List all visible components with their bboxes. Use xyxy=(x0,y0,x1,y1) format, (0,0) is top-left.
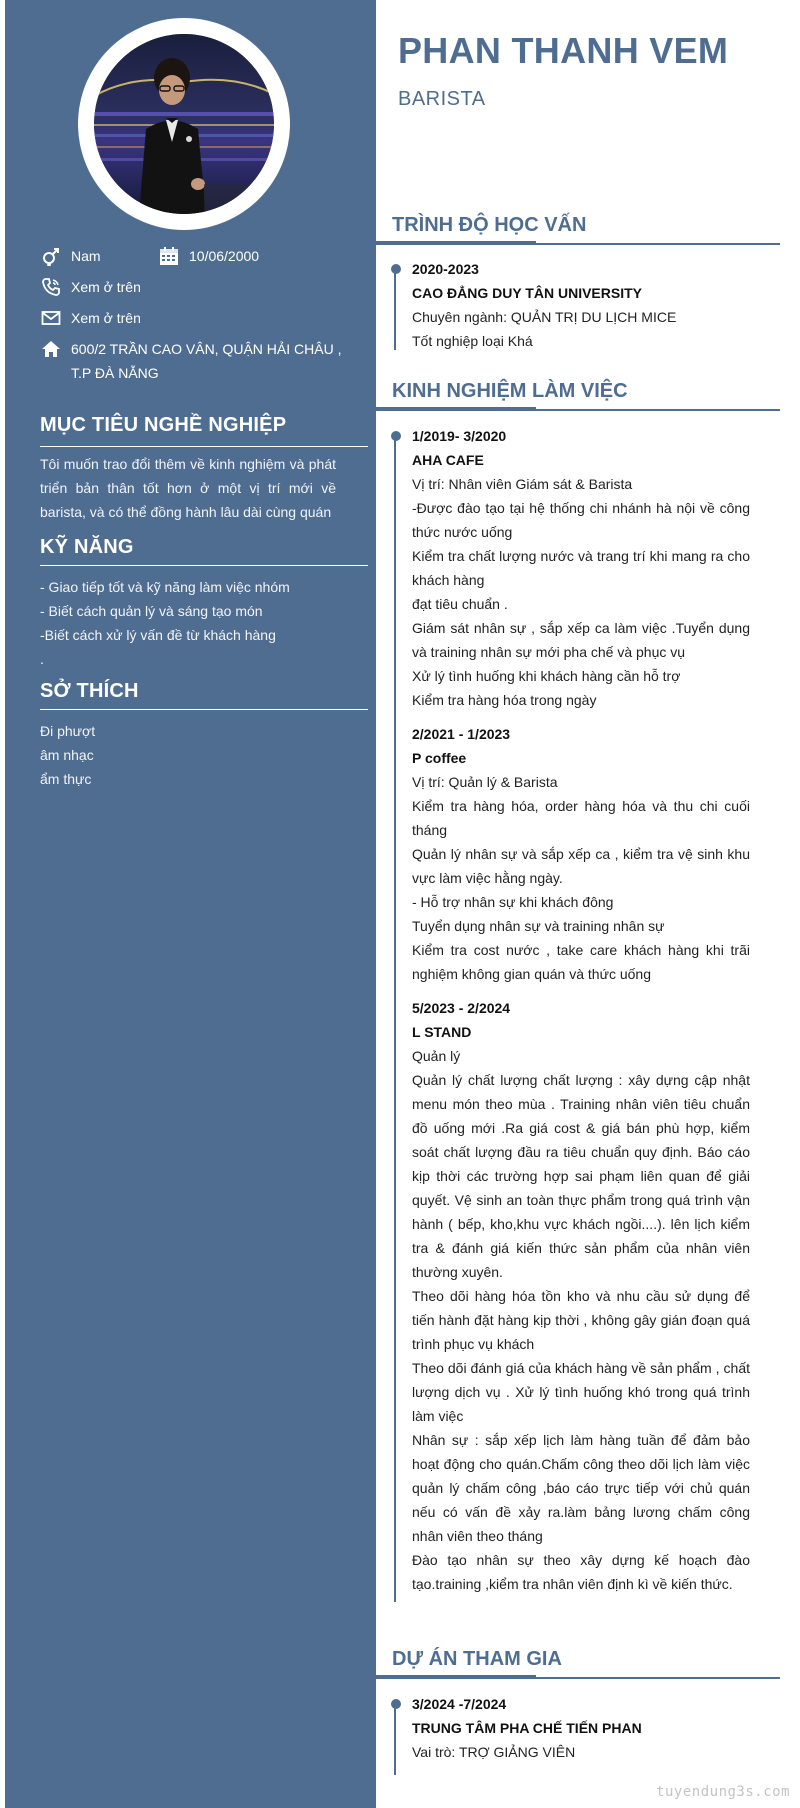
objective-heading: MỤC TIÊU NGHỀ NGHIỆP xyxy=(40,414,287,436)
job-line: Giám sát nhân sự , sắp xếp ca làm việc .Tuyển dụng và training nhân sự mới pha chế và phục vụ xyxy=(412,620,750,660)
sidebar-edge xyxy=(0,0,5,1808)
job-line: Kiểm tra hàng hóa trong ngày xyxy=(412,692,597,708)
birthday-value: 10/06/2000 xyxy=(189,248,260,264)
candidate-name: PHAN THANH VEM xyxy=(398,30,729,71)
education-heading xyxy=(376,214,780,245)
hobbies-list xyxy=(40,719,336,791)
phone-icon xyxy=(40,276,62,298)
education-heading-text: TRÌNH ĐỘ HỌC VẤN xyxy=(392,214,587,236)
job-line: Vị trí: Quản lý & Barista xyxy=(412,774,558,790)
project-role: Vai trò: TRỢ GIẢNG VIÊN xyxy=(412,1744,576,1760)
job-line: -Được đào tạo tại hệ thống chi nhánh hà nội về công thức nước uống xyxy=(412,500,750,540)
timeline-dot xyxy=(391,1699,401,1709)
job-period: 1/2019- 3/2020 xyxy=(412,428,507,444)
education-school: CAO ĐẲNG DUY TÂN UNIVERSITY xyxy=(412,285,642,301)
job-line: Đào tạo nhân sự theo xây dựng kế hoạch đào tạo.training ,kiểm tra nhân viên định kì về kiến thức. xyxy=(412,1552,750,1592)
education-major: Chuyên ngành: QUẢN TRỊ DU LỊCH MICE xyxy=(412,309,677,325)
skills-heading: KỸ NĂNG xyxy=(40,536,368,566)
gender-value: Nam xyxy=(71,248,101,264)
heading-accent xyxy=(376,1675,536,1679)
heading-accent xyxy=(376,241,536,245)
avatar-frame xyxy=(78,18,290,230)
job-entry-2 xyxy=(412,722,750,986)
job-line: - Hỗ trợ nhân sự khi khách đông xyxy=(412,894,614,910)
objective-divider xyxy=(40,446,368,447)
hobby-item: ẩm thực xyxy=(40,771,92,787)
skills-list xyxy=(40,575,336,671)
calendar-icon xyxy=(158,245,180,267)
education-period: 2020-2023 xyxy=(412,261,479,277)
job-line: Kiểm tra chất lượng nước và trang trí khi mang ra cho khách hàng xyxy=(412,548,750,588)
education-grade: Tốt nghiệp loại Khá xyxy=(412,333,533,349)
job-line: Nhân sự : sắp xếp lịch làm hàng tuần để đảm bảo hoạt động cho quán.Chấm công theo dõi lịch làm việc quản lý chấm công ,báo cáo trực tiếp với chủ quán nếu có vấn đề xảy ra.làm bảng lương chấm công nhân viên theo tháng xyxy=(412,1432,750,1544)
job-line: đạt tiêu chuẩn . xyxy=(412,596,508,612)
skill-item: . xyxy=(40,651,44,667)
timeline-dot xyxy=(391,431,401,441)
job-company: AHA CAFE xyxy=(412,452,484,468)
job-line: Kiểm tra cost nước , take care khách hàng khi trãi nghiệm không gian quán và thức uống xyxy=(412,942,750,982)
hobby-item: âm nhạc xyxy=(40,747,94,763)
timeline-dot xyxy=(391,264,401,274)
job-company: L STAND xyxy=(412,1024,472,1040)
avatar-photo xyxy=(94,34,274,214)
candidate-title: BARISTA xyxy=(398,88,486,110)
project-period: 3/2024 -7/2024 xyxy=(412,1696,507,1712)
projects-timeline xyxy=(394,1700,398,1775)
job-line: Quản lý nhân sự và sắp xếp ca , kiểm tra vệ sinh khu vực làm việc hằng ngày. xyxy=(412,846,750,886)
job-company: P coffee xyxy=(412,750,467,766)
experience-heading-text: KINH NGHIỆM LÀM VIỆC xyxy=(392,380,628,402)
job-period: 2/2021 - 1/2023 xyxy=(412,726,511,742)
projects-heading xyxy=(376,1648,780,1679)
gender-row xyxy=(40,244,101,268)
job-entry-3 xyxy=(412,996,750,1596)
watermark: tuyendung3s.com xyxy=(656,1784,790,1800)
job-line: Theo dõi đánh giá của khách hàng về sản phẩm , chất lượng dịch vụ . Xử lý tình huống khó trong quá trình làm việc xyxy=(412,1360,750,1424)
job-line: Kiểm tra hàng hóa, order hàng hóa và thu chi cuối tháng xyxy=(412,798,750,838)
phone-row xyxy=(40,275,141,299)
heading-accent xyxy=(376,407,536,411)
address-value: 600/2 TRẦN CAO VÂN, QUẬN HẢI CHÂU , T.P ĐÀ NẴNG xyxy=(71,341,342,381)
avatar xyxy=(94,34,274,214)
job-line: Vị trí: Nhân viên Giám sát & Barista xyxy=(412,476,633,492)
skill-item: - Biết cách quản lý và sáng tạo món xyxy=(40,603,263,619)
project-name: TRUNG TÂM PHA CHẾ TIẾN PHAN xyxy=(412,1720,642,1736)
left-sidebar xyxy=(0,0,376,1808)
email-value: Xem ở trên xyxy=(71,310,141,326)
objective-text: Tôi muốn trao đổi thêm về kinh nghiệm và phát triển bản thân tốt hơn ở một vị trí mới về barista, và có thể đồng hành lâu dài cùng quán xyxy=(40,456,336,520)
job-line: Xử lý tình huống khi khách hàng cần hỗ trợ xyxy=(412,668,681,684)
address-row xyxy=(40,337,360,385)
job-line: Tuyển dụng nhân sự và training nhân sự xyxy=(412,918,665,934)
projects-heading-text: DỰ ÁN THAM GIA xyxy=(392,1648,562,1670)
education-entry xyxy=(412,257,750,353)
gender-icon xyxy=(40,245,62,267)
education-timeline xyxy=(394,265,398,350)
job-entry-1 xyxy=(412,424,750,712)
skill-item: -Biết cách xử lý vấn đề từ khách hàng xyxy=(40,627,276,643)
experience-heading xyxy=(376,380,780,411)
email-row xyxy=(40,306,141,330)
home-icon xyxy=(40,338,62,360)
skill-item: - Giao tiếp tốt và kỹ năng làm việc nhóm xyxy=(40,579,290,595)
birthday-row xyxy=(158,244,259,268)
hobby-item: Đi phượt xyxy=(40,723,96,739)
job-period: 5/2023 - 2/2024 xyxy=(412,1000,511,1016)
phone-value: Xem ở trên xyxy=(71,279,141,295)
job-line: Theo dõi hàng hóa tồn kho và nhu cầu sử dụng để tiến hành đặt hàng kịp thời , không gây gián đoạn quá trình phục vụ khách xyxy=(412,1288,750,1352)
experience-timeline xyxy=(394,432,398,1602)
project-entry xyxy=(412,1692,750,1764)
job-line: Quản lý chất lượng chất lượng : xây dựng cập nhật menu món theo mùa . Training nhân viên tiêu chuẩn đồ uống mới .Ra giá cost & giá bán phù hợp, kiểm soát chất lượng đầu ra tiêu chuẩn quy định. Báo cáo kịp thời các trường hợp sai phạm liên quan để giải quyết. Vệ sinh an toàn thực phẩm trong quá trình vận hành ( bếp, kho,khu vực khách ngồi....). lên lịch kiểm tra & đánh giá kiến thức sản phẩm của nhân viên thường xuyên. xyxy=(412,1072,750,1280)
job-line: Quản lý xyxy=(412,1048,461,1064)
hobbies-heading: SỞ THÍCH xyxy=(40,680,368,710)
mail-icon xyxy=(40,307,62,329)
